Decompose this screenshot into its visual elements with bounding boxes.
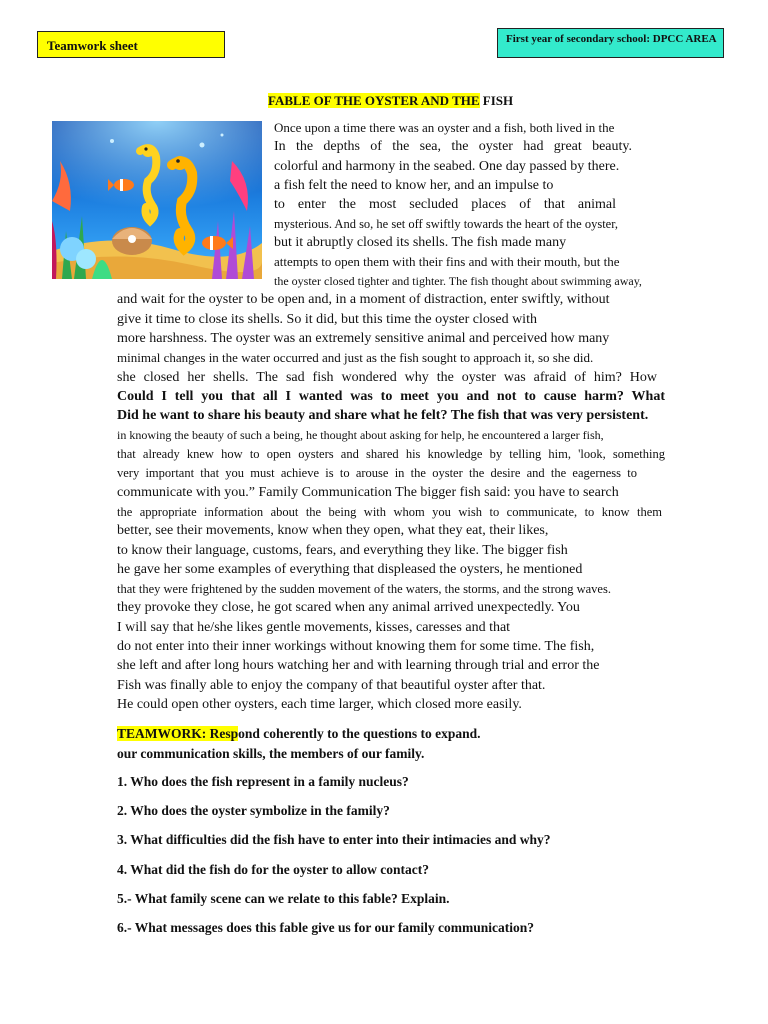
teamwork-instruction-line2: our communication skills, the members of our family. [117, 746, 425, 761]
story-line: they provoke they close, he got scared when any animal arrived unexpectedly. You [117, 600, 580, 615]
story-line: Could I tell you that all I wanted was to meet you and not to cause harm? What [117, 389, 665, 404]
story-line: better, see their movements, know when they open, what they eat, their likes, [117, 523, 549, 538]
story-line: a fish felt the need to know her, and an impulse to [274, 178, 554, 193]
teamwork-rest: ond coherently to the questions to expand. [238, 726, 481, 741]
story-line: that they were frightened by the sudden movement of the waters, the storms, and the strong waves. [117, 582, 611, 596]
story-line: colorful and harmony in the seabed. One day passed by there. [274, 159, 620, 174]
question-1: 1. Who does the fish represent in a family nucleus? [117, 774, 409, 789]
question-3: 3. What difficulties did the fish have to enter into their intimacies and why? [117, 832, 551, 847]
story-line: He could open other oysters, each time larger, which closed more easily. [117, 697, 522, 712]
story-line: In the depths of the sea, the oyster had great beauty. [274, 139, 632, 154]
story-line: to know their language, customs, fears, and everything they like. The bigger fish [117, 543, 568, 558]
story-line: very important that you must achieve is to arouse in the oyster the desire and the eagerness to [117, 466, 637, 480]
question-5: 5.- What family scene can we relate to this fable? Explain. [117, 891, 450, 906]
teamwork-sheet-label: Teamwork sheet [37, 31, 225, 58]
story-line: Fish was finally able to enjoy the company of that beautiful oyster after that. [117, 678, 546, 693]
teamwork-instruction [117, 726, 481, 742]
story-line: minimal changes in the water occurred and just as the fish sought to approach it, so she did. [117, 350, 594, 365]
story-line: attempts to open them with their fins and with their mouth, but the [274, 254, 620, 269]
story-line: the oyster closed tighter and tighter. The fish thought about swimming away, [274, 274, 642, 288]
story-line: the appropriate information about the being with whom you wish to communicate, to know them [117, 505, 662, 519]
story-line: that already knew how to open oysters and shared his knowledge by telling him, 'look, something [117, 447, 665, 461]
question-2: 2. Who does the oyster symbolize in the family? [117, 803, 390, 818]
story-line: communicate with you.” Family Communication The bigger fish said: you have to search [117, 485, 619, 500]
story-line: she left and after long hours watching her and with learning through trial and error the [117, 658, 600, 673]
story-line: do not enter into their inner workings without knowing them for some time. The fish, [117, 639, 595, 654]
story-line: Did he want to share his beauty and share what he felt? The fish that was very persistent. [117, 408, 649, 423]
story-line: mysterious. And so, he set off swiftly towards the heart of the oyster, [274, 217, 619, 231]
question-4: 4. What did the fish do for the oyster to allow contact? [117, 862, 429, 877]
title-rest: FISH [479, 93, 514, 108]
story-line: to enter the most secluded places of that animal [274, 197, 616, 212]
story-line: and wait for the oyster to be open and, in a moment of distraction, enter swiftly, without [117, 292, 610, 307]
page-title [268, 93, 513, 109]
undersea-illustration [52, 121, 262, 279]
story-line: but it abruptly closed its shells. The fish made many [274, 235, 567, 250]
story-line: he gave her some examples of everything that displeased the oysters, he mentioned [117, 562, 583, 577]
story-line: more harshness. The oyster was an extremely sensitive animal and perceived how many [117, 331, 610, 346]
teamwork-highlighted: TEAMWORK: Resp [117, 726, 239, 741]
story-line: in knowing the beauty of such a being, he thought about asking for help, he encountered a larger fish, [117, 428, 604, 442]
story-line: she closed her shells. The sad fish wondered why the oyster was afraid of him? How [117, 370, 657, 385]
story-line: I will say that he/she likes gentle movements, kisses, caresses and that [117, 620, 511, 635]
title-highlighted: FABLE OF THE OYSTER AND THE [268, 93, 480, 108]
course-label: First year of secondary school: DPCC AREA [497, 28, 724, 58]
story-line: give it time to close its shells. So it did, but this time the oyster closed with [117, 312, 537, 327]
question-6: 6.- What messages does this fable give us for our family communication? [117, 920, 534, 935]
story-line: Once upon a time there was an oyster and a fish, both lived in the [274, 120, 615, 135]
